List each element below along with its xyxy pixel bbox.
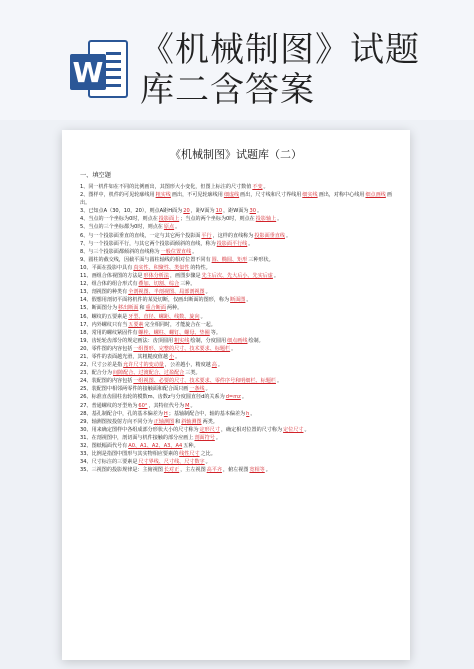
question-item [80, 329, 392, 337]
answer-blank: 平行 [201, 232, 212, 239]
question-text: 。 [175, 224, 181, 231]
question-item [80, 434, 392, 442]
question-item [80, 466, 392, 474]
question-item [80, 272, 392, 280]
question-item [80, 183, 392, 191]
question-text: 5、当点的三个坐标都为0时，则点在 [80, 224, 163, 231]
question-text: 和 [175, 418, 181, 425]
question-item [80, 240, 392, 248]
answer-blank: h [246, 410, 250, 417]
question-text: ，俯左视图 [222, 467, 249, 474]
question-item [80, 288, 392, 296]
question-text: 24、装配图的内容包括 [80, 378, 133, 385]
question-text: 6、与一个投影面垂直的直线，一定与其它两个投影面 [80, 232, 201, 239]
question-item [80, 304, 392, 312]
document-paper [62, 130, 410, 660]
question-text: 五种。 [183, 443, 199, 449]
question-text: 27、普通螺纹的牙型角为 [80, 402, 138, 409]
question-text: 。 [217, 362, 223, 369]
answer-blank: 断面图 [230, 297, 246, 304]
question-item [80, 256, 392, 264]
answer-blank: 原点 [163, 224, 175, 231]
answer-blank: 叠加、切割、综合 [138, 281, 180, 288]
answer-blank: 剖面符号 [194, 434, 215, 441]
question-item [80, 410, 392, 418]
answer-blank: 投影面平行线 [216, 240, 248, 247]
question-item [80, 207, 392, 215]
answer-blank: A0、A1、A2、A3、A4 [128, 443, 183, 449]
question-text: 三类。 [185, 370, 201, 377]
question-text: 34、尺寸标注的三要素是 [80, 459, 138, 466]
question-text: ，距W面为 [223, 208, 249, 215]
question-text: 4、当点的一个坐标为0时，则点在 [80, 216, 158, 223]
answer-blank: 高 [211, 362, 217, 369]
answer-blank: 允许尺寸的变动量 [123, 362, 164, 369]
question-text: 。 [175, 353, 181, 360]
answer-blank: 尺寸界线、尺寸线、尺寸数字 [138, 459, 205, 466]
answer-blank: 全剖视图、半剖视图、局部剖视图 [128, 289, 205, 296]
question-text: 16、螺纹的五要素是 [80, 313, 128, 320]
question-text: 。 [246, 297, 252, 304]
question-text: 28、基孔制配合中，孔的基本偏差为 [80, 410, 163, 417]
question-item [80, 393, 392, 401]
answer-blank: 投影面垂直线 [254, 232, 285, 239]
page-title-line: 《机械制图》试题 [140, 30, 420, 70]
question-text: 等。 [210, 329, 221, 336]
question-text: 画出，对称中心线用 [318, 192, 365, 199]
answer-blank: 一组图形、完整的尺寸、技术要求、标题栏 [133, 345, 231, 352]
question-text: 23、配合分为 [80, 370, 112, 377]
question-text: 32、图纸幅面代号有 [80, 443, 128, 449]
question-text: 。 [263, 184, 269, 190]
question-text: 18、常用的螺纹紧固件有 [80, 329, 138, 336]
question-text: 。 [277, 216, 283, 223]
question-text: 15、断面图分为 [80, 305, 118, 312]
answer-blank: 移出断面 [118, 305, 139, 312]
question-text: 14、假想用剖切平面将机件的某处切断，仅画出断面的图形，称为 [80, 297, 230, 304]
question-text: 33、比例是指图中图形与其实物相应要素的 [80, 451, 179, 458]
question-list [80, 183, 392, 474]
section-heading: 一、填空题 [80, 172, 111, 179]
question-text: 26、标准直齿圆柱齿轮的模数m、齿数z与分度圆直径d的关系为 [80, 394, 225, 401]
answer-blank: 60° [138, 402, 148, 409]
answer-blank: 30 [249, 208, 256, 215]
question-text: 三种。 [180, 281, 196, 288]
question-text: 12、组合体的组合形式有 [80, 281, 138, 288]
question-text: ；基轴制配合中，轴的基本偏差为 [168, 410, 246, 417]
question-text: 3、已知点A（30，10，20），则点A距H面为 [80, 208, 183, 215]
answer-blank: 线性尺寸 [179, 451, 200, 458]
answer-blank: 粗实线 [155, 192, 171, 199]
question-text: 29、轴测图按投射方向不同分为 [80, 418, 153, 425]
answer-blank: 圆、椭圆、矩形 [211, 256, 248, 263]
answer-blank: 间隙配合、过渡配合、过盈配合 [112, 370, 185, 377]
answer-blank: 投影轴上 [255, 216, 277, 223]
question-text: ，公差越小，精度越 [164, 362, 211, 369]
word-logo-icon: W [70, 54, 106, 90]
question-item [80, 223, 392, 231]
question-text: 。 [190, 402, 196, 409]
question-item [80, 418, 392, 426]
answer-blank: M [185, 402, 190, 409]
question-text: 。 [205, 386, 211, 393]
question-text: 画出。 [80, 192, 392, 207]
question-item [80, 232, 392, 240]
question-text: 30、用来确定图样中各组成部分形状大小的尺寸称为 [80, 426, 199, 433]
question-text: 和 [139, 305, 145, 312]
answer-blank: 高平齐 [206, 467, 222, 474]
question-text: 13、剖视图的种类有 [80, 289, 128, 296]
question-text: 。 [265, 467, 271, 474]
answer-blank: 细点画线 [227, 337, 248, 344]
answer-blank: H [163, 410, 168, 417]
question-text: 31、在剖视图中，剖切面与机件接触的部分应画上 [80, 434, 194, 441]
question-item [80, 248, 392, 256]
question-item [80, 313, 392, 321]
question-text: 9、圆柱的截交线，因截平面与圆柱轴线的相对位置不同有 [80, 256, 211, 263]
question-text: 两种。 [166, 305, 183, 312]
question-text: 。 [241, 394, 247, 401]
answer-blank: 细虚线 [223, 192, 240, 199]
question-text: 。 [231, 345, 237, 352]
question-text: ，主左视图 [180, 467, 206, 474]
question-text: ，确定相对位置的尺寸称为 [220, 426, 283, 433]
question-text: 。 [200, 313, 206, 320]
answer-blank: 形体分析法 [143, 273, 169, 280]
answer-blank: 螺栓、螺柱、螺钉、螺母、垫圈 [138, 329, 210, 336]
answer-blank: 牙型、直径、螺距、线数、旋向 [128, 313, 200, 320]
question-text: 。 [205, 289, 211, 296]
answer-blank: 长对正 [163, 467, 180, 474]
question-item [80, 191, 392, 207]
question-text: 2、图样中，机件的可见轮廓线用 [80, 192, 155, 199]
question-text: 11、画组合体视图的方法是 [80, 273, 143, 280]
question-item [80, 458, 392, 466]
page-title [140, 30, 460, 110]
question-item [80, 296, 392, 304]
question-text: 17、内外螺纹只有当 [80, 321, 128, 328]
question-item [80, 337, 392, 345]
question-item [80, 377, 392, 385]
question-item [80, 442, 392, 450]
question-item [80, 264, 392, 272]
question-text: 。 [257, 208, 263, 215]
question-item [80, 402, 392, 410]
answer-blank: 正轴测图 [153, 418, 175, 425]
question-text: 画出，不可见轮廓线用 [171, 192, 223, 199]
question-text: 三种形状。 [248, 256, 274, 263]
question-item [80, 450, 392, 458]
question-item [80, 385, 392, 393]
question-text: ；当点的两个坐标为0时，则点在 [180, 216, 255, 223]
question-text: 。 [215, 434, 221, 441]
answer-blank: 细点画线 [365, 192, 386, 199]
question-text: 。 [250, 410, 256, 417]
answer-blank: 斜轴测图 [181, 418, 202, 425]
answer-blank: 小 [168, 353, 175, 360]
question-text: 。 [276, 378, 283, 385]
document-title: 《机械制图》试题库（二） [170, 148, 302, 161]
answer-blank: 不变 [252, 184, 263, 190]
document-header [0, 0, 474, 120]
question-text: 8、与三个投影面都倾斜的直线称为 [80, 248, 160, 255]
question-text: 。 [205, 459, 211, 466]
question-text: 。 [248, 240, 254, 247]
answer-blank: 真实性、积聚性、类似性 [133, 264, 190, 271]
question-text: 22、尺寸公差是指 [80, 362, 123, 369]
answer-blank: 先主后次、先大后小、先实后虚 [201, 273, 273, 280]
question-text: 10、平面在投影中具有 [80, 264, 133, 271]
question-text: ，画图步骤是 [170, 273, 201, 280]
page-title-line: 库二含答案 [140, 70, 315, 110]
question-text: 。 [304, 426, 310, 433]
answer-blank: 定形尺寸 [199, 426, 220, 433]
answer-blank: 一组视图、必要的尺寸、技术要求、零件序号和明细栏、标题栏 [133, 378, 276, 385]
question-text: ，其特征代号为 [148, 402, 185, 409]
question-item [80, 369, 392, 377]
question-text: 之比。 [200, 451, 216, 458]
question-text: 。 [273, 273, 280, 280]
answer-blank: d=mz [225, 394, 241, 401]
answer-blank: 10 [215, 208, 223, 215]
question-item [80, 321, 392, 329]
question-text: 完全相同时，才能旋合在一起。 [144, 321, 216, 328]
answer-blank: 一般位置直线 [160, 248, 192, 255]
answer-blank: 一条线 [189, 386, 205, 393]
question-text: 7、与一个投影面平行，与其它两个投影面倾斜的直线，称为 [80, 240, 216, 247]
question-text: 。 [285, 232, 292, 239]
question-text: 绘制。 [248, 337, 264, 344]
question-text: 的特性。 [190, 264, 211, 271]
answer-blank: 五要素 [128, 321, 144, 328]
question-item [80, 361, 392, 369]
question-item [80, 426, 392, 434]
question-item [80, 215, 392, 223]
question-text: 绘制，分度圆用 [190, 337, 227, 344]
question-text: 35、三视图的投影规律是：主俯视图 [80, 467, 163, 474]
question-item [80, 353, 392, 361]
answer-blank: 细实线 [302, 192, 318, 199]
question-text: ，这样的直线称为 [212, 232, 254, 239]
question-text: 21、零件的表面越光滑，其粗糙度值越 [80, 353, 168, 360]
question-item [80, 345, 392, 353]
question-text: 画出，尺寸线和尺寸界线用 [240, 192, 302, 199]
question-text: ，距V面为 [190, 208, 215, 215]
answer-blank: 重合断面 [145, 305, 166, 312]
answer-blank: 定位尺寸 [283, 426, 304, 433]
answer-blank: 投影面上 [158, 216, 180, 223]
answer-blank: 20 [183, 208, 190, 215]
question-text: 。 [192, 248, 198, 255]
answer-blank: 宽相等 [249, 467, 265, 474]
answer-blank: 粗实线 [174, 337, 190, 344]
question-text: 1、同一机件如在不同的比例画出，其图形大小变化，但图上标注的尺寸数值 [80, 184, 252, 190]
question-item [80, 280, 392, 288]
word-document-icon [70, 40, 128, 110]
question-text: 25、装配图中相邻两零件的接触面和配合面只画 [80, 386, 189, 393]
question-text: 两类。 [202, 418, 218, 425]
question-text: 19、齿轮轮齿部分的规定画法：齿顶圆用 [80, 337, 174, 344]
question-text: 20、零件图的内容包括 [80, 345, 133, 352]
